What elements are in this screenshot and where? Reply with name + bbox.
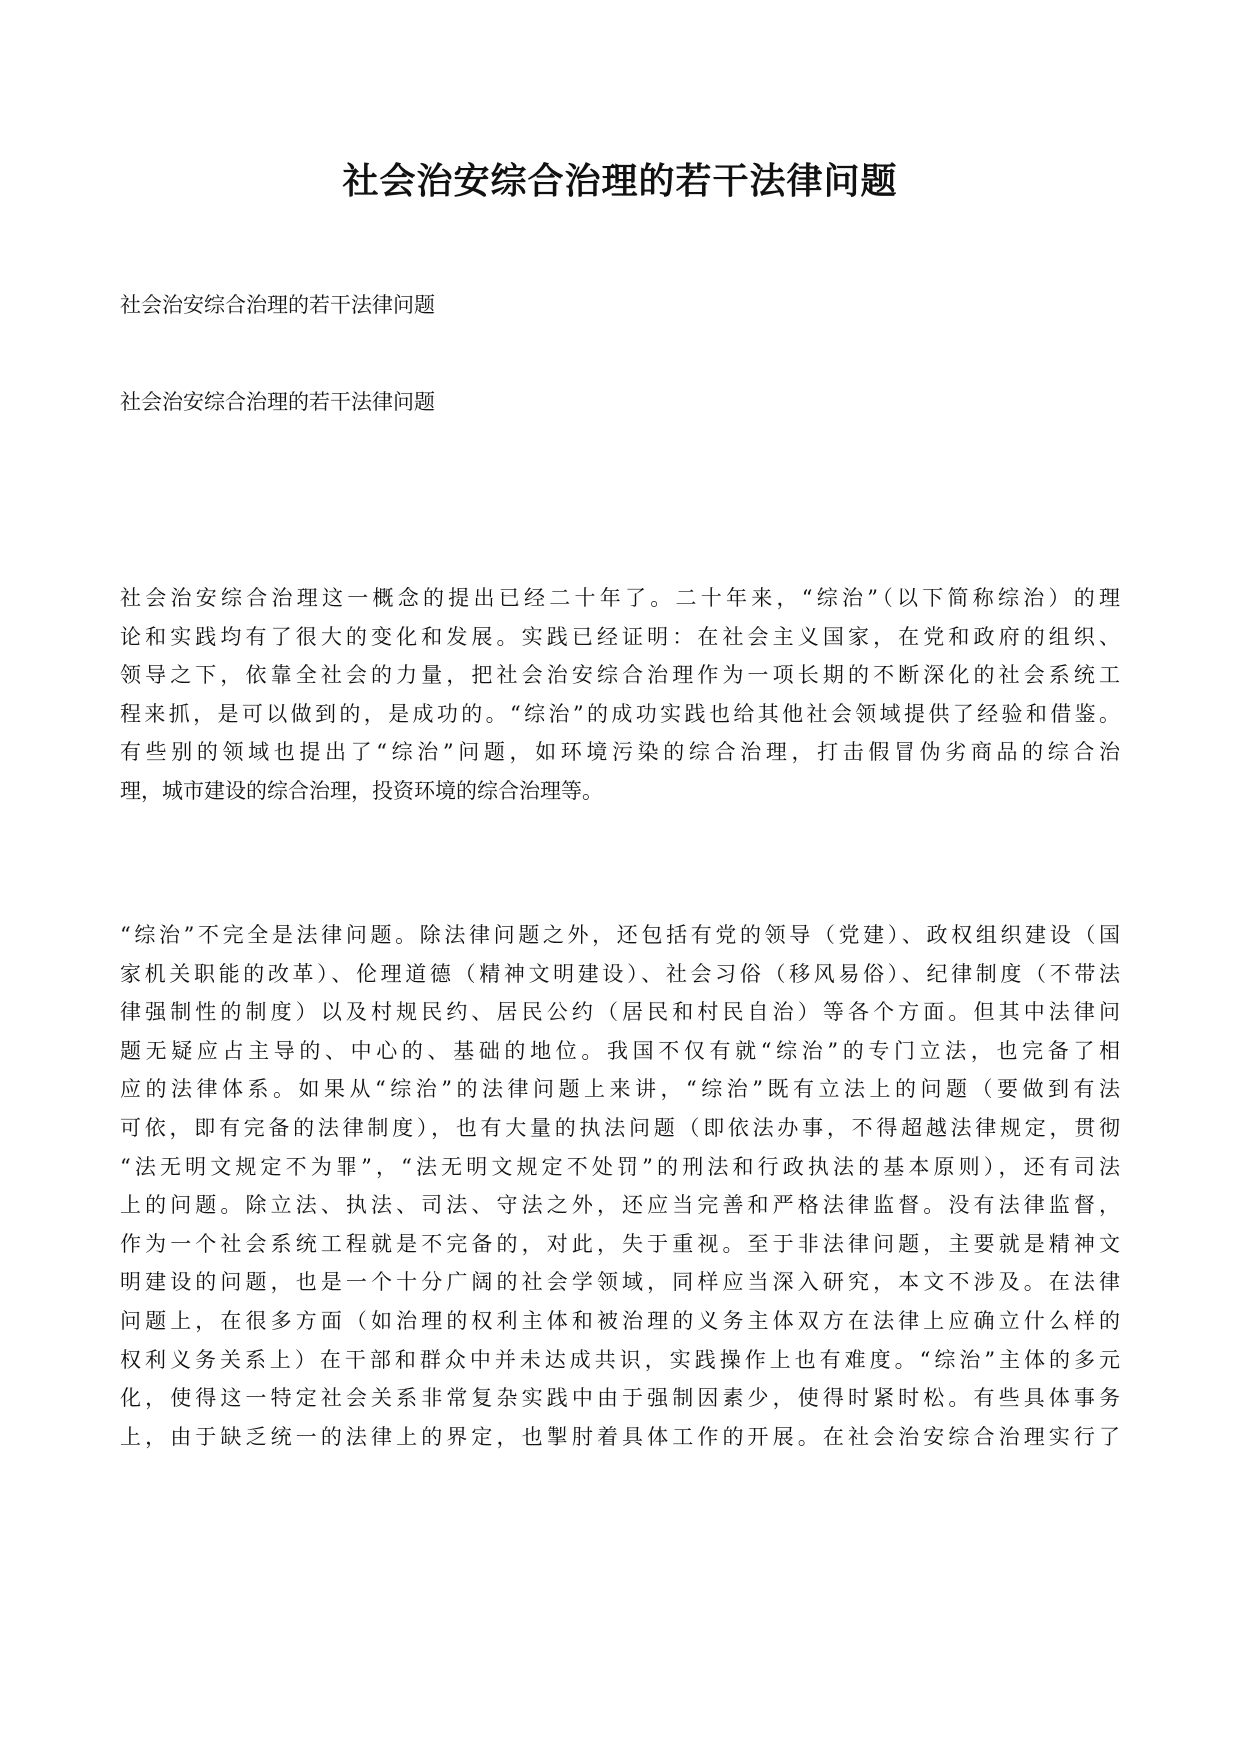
- paragraph-1-line: 领导之下，依靠全社会的力量，把社会治安综合治理作为一项长期的不断深化的社会系统工: [120, 663, 1120, 688]
- subtitle-line-1: 社会治安综合治理的若干法律问题: [120, 293, 435, 317]
- paragraph-2-line: 权利义务关系上）在干部和群众中并未达成共识，实践操作上也有难度。“综治”主体的多元: [120, 1347, 1120, 1372]
- paragraph-2-line: 家机关职能的改革）、伦理道德（精神文明建设）、社会习俗（移风易俗）、纪律制度（不带法: [120, 961, 1120, 986]
- paragraph-2-line: 应的法律体系。如果从“综治”的法律问题上来讲，“综治”既有立法上的问题（要做到有法: [120, 1077, 1120, 1102]
- paragraph-2-line: 化，使得这一特定社会关系非常复杂实践中由于强制因素少，使得时紧时松。有些具体事务: [120, 1386, 1120, 1411]
- paragraph-1-line: 论和实践均有了很大的变化和发展。实践已经证明：在社会主义国家，在党和政府的组织、: [120, 624, 1120, 649]
- paragraph-2-line: 作为一个社会系统工程就是不完备的，对此，失于重视。至于非法律问题，主要就是精神文: [120, 1231, 1120, 1256]
- paragraph-1-line: 有些别的领域也提出了“综治”问题，如环境污染的综合治理，打击假冒伪劣商品的综合治: [120, 740, 1120, 765]
- paragraph-2-line: 上，由于缺乏统一的法律上的界定，也掣肘着具体工作的开展。在社会治安综合治理实行了: [120, 1424, 1120, 1449]
- document-title: 社会治安综合治理的若干法律问题: [342, 160, 898, 202]
- paragraph-2-line: 律强制性的制度）以及村规民约、居民公约（居民和村民自治）等各个方面。但其中法律问: [120, 1000, 1120, 1025]
- paragraph-2-line: “综治”不完全是法律问题。除法律问题之外，还包括有党的领导（党建）、政权组织建设（国: [120, 923, 1120, 947]
- paragraph-1: [120, 579, 1120, 849]
- paragraph-2-line: 问题上，在很多方面（如治理的权利主体和被治理的义务主体双方在法律上应确立什么样的: [120, 1308, 1120, 1333]
- paragraph-2-line: 题无疑应占主导的、中心的、基础的地位。我国不仅有就“综治”的专门立法，也完备了相: [120, 1038, 1120, 1063]
- paragraph-2-line: 上的问题。除立法、执法、司法、守法之外，还应当完善和严格法律监督。没有法律监督，: [120, 1193, 1120, 1218]
- paragraph-1-line: 程来抓，是可以做到的，是成功的。“综治”的成功实践也给其他社会领域提供了经验和借鉴。: [120, 701, 1120, 726]
- paragraph-1-line: 社会治安综合治理这一概念的提出已经二十年了。二十年来，“综治”（以下简称综治）的理: [120, 586, 1120, 610]
- paragraph-2-line: 可依，即有完备的法律制度），也有大量的执法问题（即依法办事，不得超越法律规定，贯彻: [120, 1115, 1120, 1140]
- paragraph-1-line: 理，城市建设的综合治理，投资环境的综合治理等。: [120, 778, 603, 803]
- paragraph-2-line: “法无明文规定不为罪”，“法无明文规定不处罚”的刑法和行政执法的基本原则），还有司法: [120, 1154, 1120, 1179]
- paragraph-2-line: 明建设的问题，也是一个十分广阔的社会学领域，同样应当深入研究，本文不涉及。在法律: [120, 1270, 1120, 1295]
- subtitle-line-2: 社会治安综合治理的若干法律问题: [120, 390, 435, 414]
- paragraph-2: [120, 916, 1120, 1636]
